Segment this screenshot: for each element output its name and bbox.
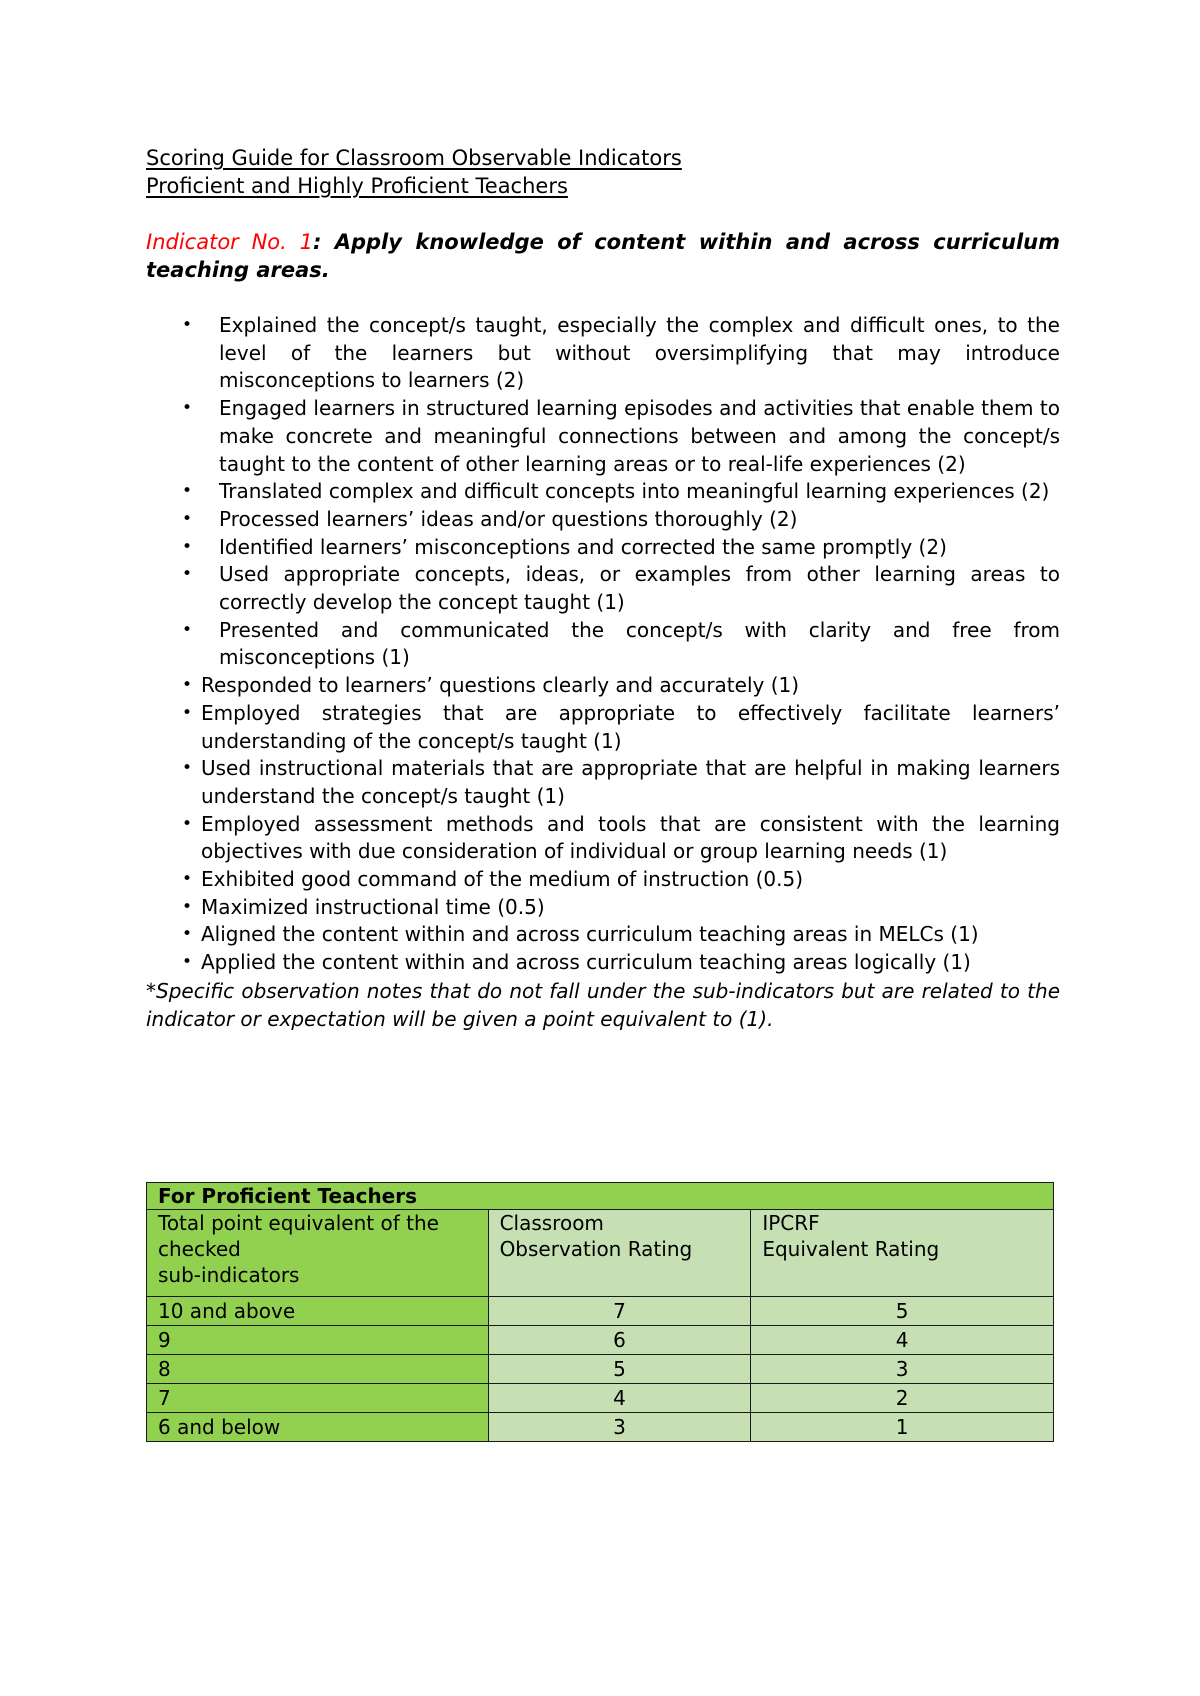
list-item-text: Used appropriate concepts, ideas, or examples from other learning areas to correctly develop the concept taught (1) — [219, 562, 1060, 615]
column-header-ipcrf-rating: IPCRF Equivalent Rating — [751, 1210, 1054, 1297]
list-item — [146, 506, 1060, 534]
list-item — [146, 617, 1060, 672]
bullet-icon: • — [182, 315, 193, 335]
table-row — [147, 1355, 1054, 1384]
table-cell-points: 6 and below — [147, 1413, 489, 1442]
document-subtitle: Proficient and Highly Proficient Teachers — [146, 174, 568, 198]
table-row — [147, 1413, 1054, 1442]
list-item — [146, 755, 1060, 810]
list-item-text: Explained the concept/s taught, especially the complex and difficult ones, to the level of the learners but without oversimplifying that may introduce misconceptions to learners (2) — [219, 313, 1060, 393]
column-header-observation-rating: Classroom Observation Rating — [488, 1210, 751, 1297]
table-cell-points: 8 — [147, 1355, 489, 1384]
indicator-heading — [146, 228, 1060, 284]
list-item — [146, 866, 1060, 894]
table-header-row — [147, 1210, 1054, 1297]
table-row — [147, 1326, 1054, 1355]
table-row — [147, 1384, 1054, 1413]
bullet-icon: • — [182, 952, 193, 973]
document-title: Scoring Guide for Classroom Observable Indicators — [146, 146, 682, 170]
bullet-icon: • — [182, 619, 193, 640]
sub-indicator-list — [146, 312, 1060, 977]
list-item-text: Engaged learners in structured learning episodes and activities that enable them to make concrete and meaningful connections between and among the concept/s taught to the content of other learning areas or to real-life experiences (2) — [219, 396, 1060, 476]
table-cell-ipcrf-rating: 2 — [751, 1384, 1054, 1413]
list-item-text: Used instructional materials that are appropriate that are helpful in making learners understand the concept/s taught (1) — [201, 756, 1060, 808]
bullet-icon: • — [182, 481, 193, 502]
list-item — [146, 561, 1060, 616]
table-cell-ipcrf-rating: 5 — [751, 1297, 1054, 1326]
list-item — [146, 811, 1060, 866]
bullet-icon: • — [182, 536, 193, 557]
table-cell-observation-rating: 7 — [488, 1297, 751, 1326]
bullet-icon: • — [182, 896, 193, 917]
table-cell-observation-rating: 3 — [488, 1413, 751, 1442]
observation-note: *Specific observation notes that do not fall under the sub-indicators but are related to the indicator or expectation will be given a point equivalent to (1). — [146, 978, 1060, 1031]
list-item — [146, 921, 1060, 949]
table-title: For Proficient Teachers — [147, 1183, 1054, 1210]
list-item — [146, 894, 1060, 922]
list-item-text: Employed assessment methods and tools that are consistent with the learning objectives with due consideration of individual or group learning needs (1) — [201, 811, 1060, 864]
list-item — [146, 312, 1060, 395]
list-item — [146, 395, 1060, 478]
list-item-text: Employed strategies that are appropriate to effectively facilitate learners’ understanding of the concept/s taught (1) — [201, 700, 1060, 753]
bullet-icon: • — [182, 675, 193, 696]
bullet-icon: • — [182, 508, 193, 529]
document-page — [146, 144, 1060, 1033]
list-item-text: Maximized instructional time (0.5) — [201, 894, 545, 919]
list-item — [146, 700, 1060, 755]
list-item-text: Presented and communicated the concept/s with clarity and free from misconceptions (1) — [219, 617, 1060, 670]
bullet-icon: • — [182, 398, 193, 419]
bullet-icon: • — [182, 813, 193, 834]
bullet-icon: • — [182, 564, 193, 585]
table-cell-points: 10 and above — [147, 1297, 489, 1326]
list-item-text: Applied the content within and across curriculum teaching areas logically (1) — [201, 950, 971, 975]
list-item-text: Identified learners’ misconceptions and corrected the same promptly (2) — [219, 534, 947, 559]
table-cell-observation-rating: 6 — [488, 1326, 751, 1355]
list-item — [146, 672, 1060, 700]
list-item-text: Translated complex and difficult concepts into meaningful learning experiences (2) — [219, 479, 1050, 504]
list-item-text: Exhibited good command of the medium of instruction (0.5) — [201, 867, 804, 892]
indicator-text: : Apply knowledge of content within and across curriculum teaching areas. — [146, 230, 1060, 282]
table-title-row — [147, 1183, 1054, 1210]
column-header-points: Total point equivalent of the checked sub-indicators — [147, 1210, 489, 1297]
bullet-icon: • — [182, 869, 193, 890]
table-cell-ipcrf-rating: 4 — [751, 1326, 1054, 1355]
list-item — [146, 949, 1060, 977]
list-item-text: Processed learners’ ideas and/or questions thoroughly (2) — [219, 506, 798, 531]
table-cell-points: 7 — [147, 1384, 489, 1413]
table-cell-ipcrf-rating: 1 — [751, 1413, 1054, 1442]
list-item-text: Responded to learners’ questions clearly and accurately (1) — [201, 673, 800, 698]
table-cell-observation-rating: 5 — [488, 1355, 751, 1384]
proficient-rating-table — [146, 1182, 1054, 1442]
bullet-icon: • — [182, 924, 193, 945]
list-item — [146, 534, 1060, 562]
table-cell-observation-rating: 4 — [488, 1384, 751, 1413]
table-cell-points: 9 — [147, 1326, 489, 1355]
bullet-icon: • — [182, 702, 193, 723]
table-cell-ipcrf-rating: 3 — [751, 1355, 1054, 1384]
list-item-text: Aligned the content within and across curriculum teaching areas in MELCs (1) — [201, 922, 979, 947]
indicator-label: Indicator No. 1 — [146, 230, 313, 254]
table-row — [147, 1297, 1054, 1326]
bullet-icon: • — [182, 758, 193, 779]
list-item — [146, 478, 1060, 506]
